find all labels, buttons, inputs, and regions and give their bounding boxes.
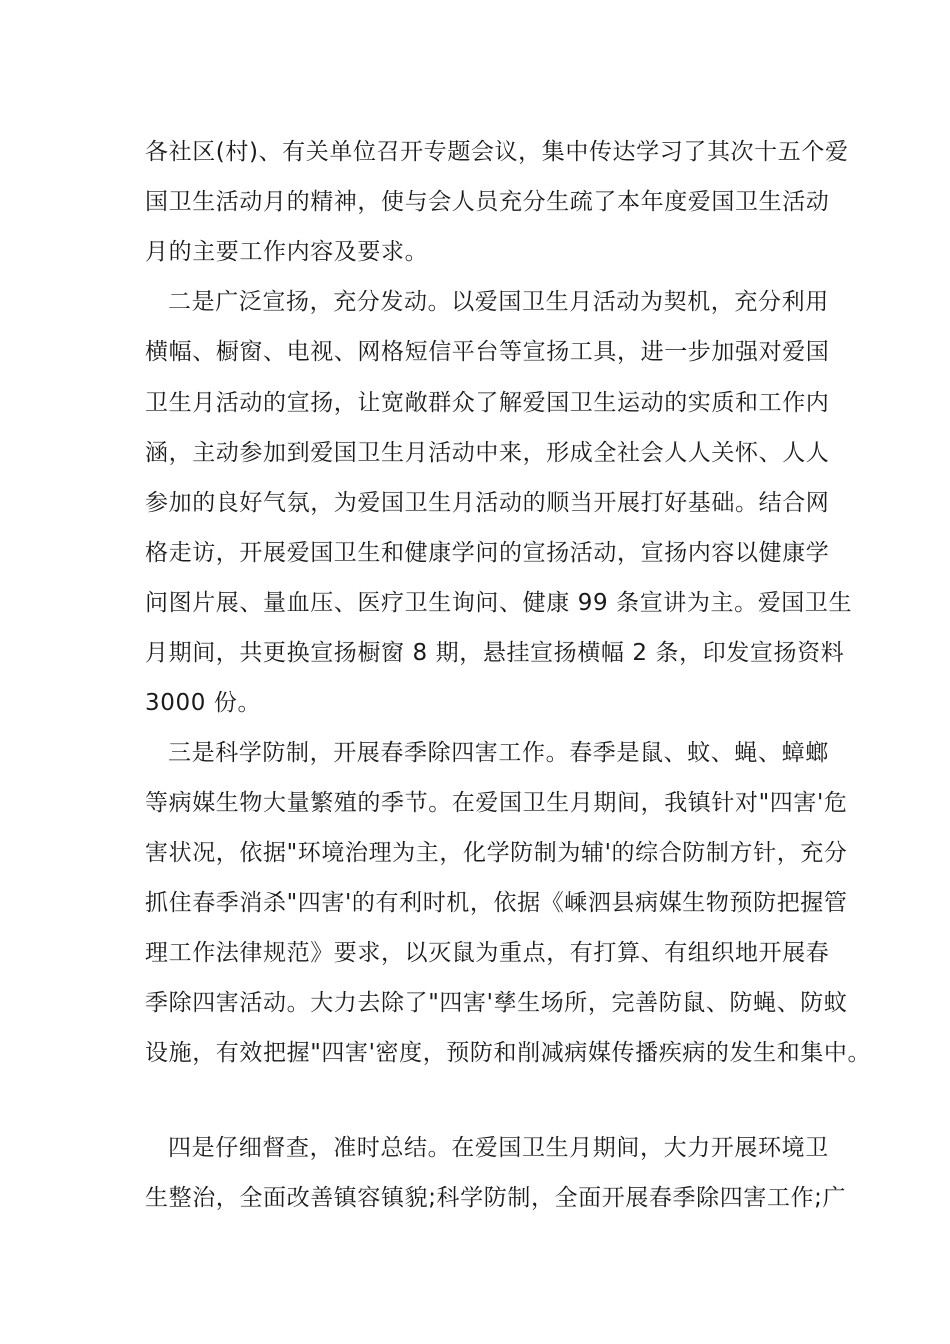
- text-line: 问图片展、量血压、医疗卫生询问、健康 99 条宣讲为主。爱国卫生: [145, 590, 853, 616]
- text-line: 格走访，开展爱国卫生和健康学问的宣扬活动，宣扬内容以健康学: [145, 540, 830, 566]
- text-line: 二是广泛宣扬，充分发动。以爱国卫生月活动为契机，充分利用: [168, 289, 829, 315]
- text-line: 横幅、橱窗、电视、网格短信平台等宣扬工具，进一步加强对爱国: [145, 339, 830, 365]
- text-line: 涵，主动参加到爱国卫生月活动中来，形成全社会人人关怀、人人: [145, 440, 830, 466]
- text-line: 月期间，共更换宣扬橱窗 8 期，悬挂宣扬横幅 2 条，印发宣扬资料: [145, 640, 845, 666]
- text-line: 季除四害活动。大力去除了"四害'孳生场所，完善防鼠、防蝇、防蚊: [145, 990, 848, 1016]
- text-line: 设施，有效把握"四害'密度，预防和削减病媒传播疾病的发生和集中。: [145, 1040, 872, 1066]
- text-line: 国卫生活动月的精神，使与会人员充分生疏了本年度爱国卫生活动: [145, 189, 830, 215]
- text-line: 四是仔细督查，准时总结。在爱国卫生月期间，大力开展环境卫: [168, 1135, 829, 1161]
- text-line: 生整治，全面改善镇容镇貌;科学防制，全面开展春季除四害工作;广: [145, 1185, 847, 1211]
- text-line: 三是科学防制，开展春季除四害工作。春季是鼠、蚊、蝇、蟑螂: [168, 740, 829, 766]
- text-line: 月的主要工作内容及要求。: [145, 239, 429, 265]
- text-line: 理工作法律规范》要求，以灭鼠为重点，有打算、有组织地开展春: [145, 940, 830, 966]
- text-line: 参加的良好气氛，为爱国卫生月活动的顺当开展打好基础。结合网: [145, 490, 830, 516]
- text-line: 抓住春季消杀"四害'的有利时机，依据《嵊泗县病媒生物预防把握管: [145, 890, 848, 916]
- text-line: 卫生月活动的宣扬，让宽敞群众了解爱国卫生运动的实质和工作内: [145, 390, 830, 416]
- text-line: 3000 份。: [145, 690, 262, 716]
- text-line: 害状况，依据"环境治理为主，化学防制为辅'的综合防制方针，充分: [145, 840, 848, 866]
- text-line: 各社区(村)、有关单位召开专题会议，集中传达学习了其次十五个爱: [145, 139, 849, 165]
- text-line: 等病媒生物大量繁殖的季节。在爱国卫生月期间，我镇针对"四害'危: [145, 790, 848, 816]
